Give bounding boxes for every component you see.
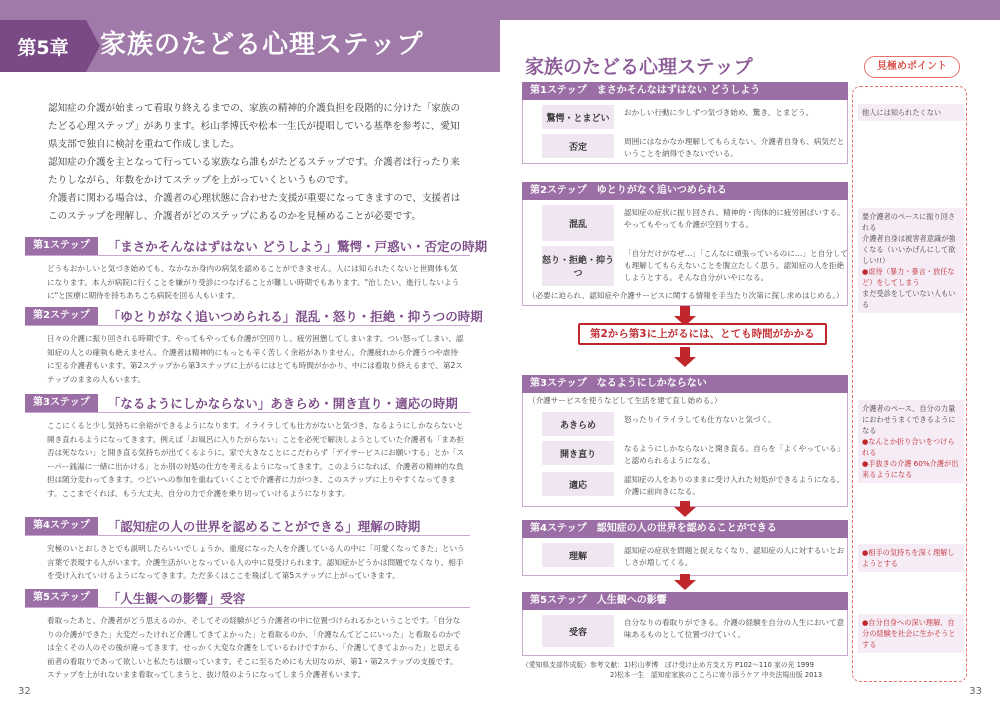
key-points-frame	[852, 86, 967, 682]
header-band	[500, 0, 1000, 20]
step1-block	[522, 82, 848, 160]
step-body: どうもおかしいと気づき始めても、なかなか身内の病気を認めることができません。人には知られたくないと世間体も気になります。本人が病院に行くことを嫌がり受診につなげることが難しい時期でもあります。"治したい、進行しないように"と医療に期待を持ちあちこち病院を回る人もいます。	[47, 264, 460, 300]
step2-bar: 第2ステップ ゆとりがなく追いつめられる	[522, 182, 848, 200]
reference-line: 2)松本一生 認知症家族のこころに寄り添うケア 中央法規出版 2013	[610, 671, 823, 679]
step-desc: 認知症の人をありのままに受け入れた対処ができるようになる。介護に前向きになる。	[624, 475, 845, 496]
step5-bar: 第5ステップ 人生観への影響	[522, 592, 848, 610]
step-desc: なるようにしかならないと開き直る。自らを「よくやっている」と認められるようになる。	[624, 444, 845, 465]
step-body: 究極のいとおしさとでも説明したらいいでしょうか。重度になった人を介護している人の中に「可愛くなってきた」という言葉で表現する人がいます。介護生活がいとなっている人の中に見受けられます。認知症かどうかは問題でなくなり、相手を受け入れていけるようになってきます。ただ多くはここを飛ばして第5ステップに上がっていきます。	[47, 544, 465, 580]
step-title: 「認知症の人の世界を認めることができる」理解の時期	[107, 518, 421, 534]
step-tag: 第2ステップ	[25, 307, 98, 325]
step-label: 受容	[542, 615, 614, 647]
step-desc: 「自分だけがなぜ…」「こんなに頑張っているのに…」と自分しても理解してもらえないことを腹立たしく思う。認知症の人を拒絶しようとする。そんな自分がいやになる。	[624, 249, 849, 282]
key-point-line: ●虐待（暴力・暴言・放任など）をしてしまう	[862, 267, 955, 287]
key-point-line: ●自分自身への深い理解、自分の経験を社会に生かそうとする	[862, 618, 956, 649]
step2-block	[522, 182, 848, 302]
step-section-1	[25, 236, 488, 303]
key-point-box	[858, 614, 964, 653]
step-desc: 認知症の症状を問題と捉えなくなり、認知症の人に対するいとおしさが増してくる。	[624, 546, 845, 567]
step-section-2	[25, 306, 483, 386]
step-desc: 怒ったりイライラしても仕方ないと気づく。	[624, 415, 776, 424]
step-note: （必要に迫られ、認知症や介護サービスに関する情報を手当たり次第に探し求めはじめる。）	[528, 291, 844, 300]
key-point-box	[858, 544, 964, 572]
diagram-title: 家族のたどる心理ステップ	[525, 56, 753, 78]
step-tag: 第1ステップ	[25, 237, 98, 255]
step-label: 理解	[542, 543, 614, 567]
step-label: 開き直り	[542, 441, 614, 465]
step4-bar: 第4ステップ 認知症の人の世界を認めることができる	[522, 520, 848, 538]
step-body: 看取ったあと、介護者がどう思えるのか、そしてその経験がどう介護者の中に位置づけられるかということです。「自分なりの介護ができた」大変だったけれど介護してきてよかった」と看取るのか、「介護なんてどこにいった」と看取るのかでは全くその人のその後が違ってきます。せっかく大変な介護をしているわけですから、「介護してきてよかった」と思える前者の看取りであって欲しいと私たちは願っています。そこに至るためにも大切なのが、第1・第2ステップの支援です。ステップを上がれないまま看取ってしまうと、抜け殻のようになってしまう介護者もいます。	[47, 616, 461, 679]
step-label: 混乱	[542, 205, 614, 241]
intro-paragraph: 認知症の介護が始まって看取り終えるまでの、家族の精神的介護負担を段階的に分けた「家族のたどる心理ステップ」があります。杉山孝博氏や松本一生氏が提唱している基準を参考に、愛知県支部で独自に検討を重ねて作成しました。	[48, 103, 461, 150]
step-title: 「なるようにしかならない」あきらめ・開き直り・適応の時期	[107, 395, 458, 411]
step-note: （介護サービスを使うなどして生活を建て直し始める。）	[528, 396, 722, 405]
step-desc: 周囲にはなかなか理解してもらえない。介護者自身も、病気だということを納得できないでいる。	[624, 137, 845, 158]
key-point-box	[858, 208, 964, 313]
key-points-badge: 見極めポイント	[864, 56, 960, 78]
down-arrow-icon	[674, 574, 696, 590]
step-tag: 第5ステップ	[25, 589, 98, 607]
step1-bar: 第1ステップ まさかそんなはずはない どうしよう	[522, 82, 848, 100]
intro-text	[48, 100, 466, 226]
key-point-line: 他人には知られたくない	[862, 108, 942, 117]
page-title: 家族のたどる心理ステップ	[100, 30, 424, 60]
references	[522, 660, 822, 680]
down-arrow-icon	[674, 501, 696, 517]
step-label: 否定	[542, 134, 614, 158]
step3-block	[522, 375, 848, 498]
callout-note: 第2から第3に上がるには、とても時間がかかる	[578, 323, 827, 345]
key-point-box	[858, 400, 964, 483]
step-tag: 第3ステップ	[25, 394, 98, 412]
page-number: 33	[969, 686, 982, 697]
key-point-line: ●なんとか折り合いをつけられる	[862, 437, 955, 457]
step-desc: 自分なりの看取りができる。介護の経験を自分の人生において意味あるものとして位置づけていく。	[624, 618, 845, 639]
step-label: あきらめ	[542, 412, 614, 436]
key-point-line: ●相手の気持ちを深く理解しようとする	[862, 548, 955, 568]
step5-block	[522, 592, 848, 647]
step-tag: 第4ステップ	[25, 517, 98, 535]
key-point-line: 介護者のペース、自分の力量におわせうまくできるようになる	[862, 404, 956, 435]
key-point-line: まだ受診をしていない人もいる	[862, 289, 956, 309]
step-section-3	[25, 393, 470, 500]
step-section-4	[25, 516, 470, 583]
key-point-line: 要介護者のペースに振り回される	[862, 212, 956, 232]
step-title: 「ゆとりがなく追いつめられる」混乱・怒り・拒絶・抑うつの時期	[107, 308, 483, 324]
intro-paragraph: 介護者に関わる場合は、介護者の心理状態に合わせた支援が重要になってきますので、支援者はこのステップを理解し、介護者がどのステップにあるのかを見極めることが必要です。	[48, 193, 461, 222]
step-title: 「人生観への影響」受容	[107, 590, 246, 606]
reference-line: （愛知県支部作成版）参考文献：1)杉山孝博 ぼけ受け止め方支え方 P102～110 家の光 1999	[522, 661, 814, 669]
chapter-label: 第5章	[0, 20, 86, 72]
key-point-box	[858, 104, 964, 121]
step-body: ここにくると少し気持ちに余裕ができるようになります。イライラしても仕方がないと気づき、なるようにしかならないと開き直れるようになってきます。例えば「お風呂に入りたがらない」ことを必死で解決しようとしていた介護者も「まあ拒否は死なない」と開き直る気持ちが出てくるように。家で大きなことにこだわらず「デイサービスにお願いする」とか「スーパー銭湯に一緒に出かける」とか別の対処の仕方を考えるようになってきます。このようになれば、介護者の精神的な負担は随分変わってきます。つどいへの参加を重ねていくことで介護者に力がつき、このステップに上りやすくなってきます。ここまでくれば、もう大丈夫、自分の力で介護を乗り切っていけるようになります。	[47, 421, 465, 498]
step-label: 適応	[542, 472, 614, 496]
step-body: 日々の介護に振り回される時期です。やってもやっても介護が空回りし、疲労困憊してしまいます。つい怒ってしまい、認知症の人との確執も絶えません。介護者は精神的にもっとも辛く苦しく余裕がありません。介護疲れから介護うつや虐待に至る介護者もいます。第2ステップから第3ステップに上がるにはとても時間がかかり、中には看取り終えるまで、第2ステップのままの人もいます。	[47, 334, 464, 384]
step-desc: おかしい行動に少しずつ気づき始め、驚き、とまどう。	[624, 108, 814, 117]
step-desc: 認知症の症状に振り回され、精神的・肉体的に疲労困ぱいする。やってもやっても介護が空回りする。	[624, 208, 845, 229]
right-page	[500, 0, 1000, 707]
step-label: 驚愕・とまどい	[542, 105, 614, 129]
intro-paragraph: 認知症の介護を主となって行っている家族なら誰もがたどるステップです。介護者は行ったり来たりしながら、年数をかけてステップを上がっていくというものです。	[48, 157, 460, 186]
down-arrow-icon	[674, 347, 696, 367]
step-label: 怒り・拒絶・抑うつ	[542, 246, 614, 286]
key-point-line: ●手抜きの介護 60%介護が出来るようになる	[862, 459, 959, 479]
step-section-5	[25, 588, 470, 682]
step3-bar: 第3ステップ なるようにしかならない	[522, 375, 848, 393]
step4-block	[522, 520, 848, 569]
page-number: 32	[18, 686, 31, 697]
key-point-line: 介護者自身は被害者意識が強くなる（いいかげんにして欲しい!!）	[862, 234, 956, 265]
step-title: 「まさかそんなはずはない どうしよう」驚愕・戸惑い・否定の時期	[107, 238, 488, 254]
